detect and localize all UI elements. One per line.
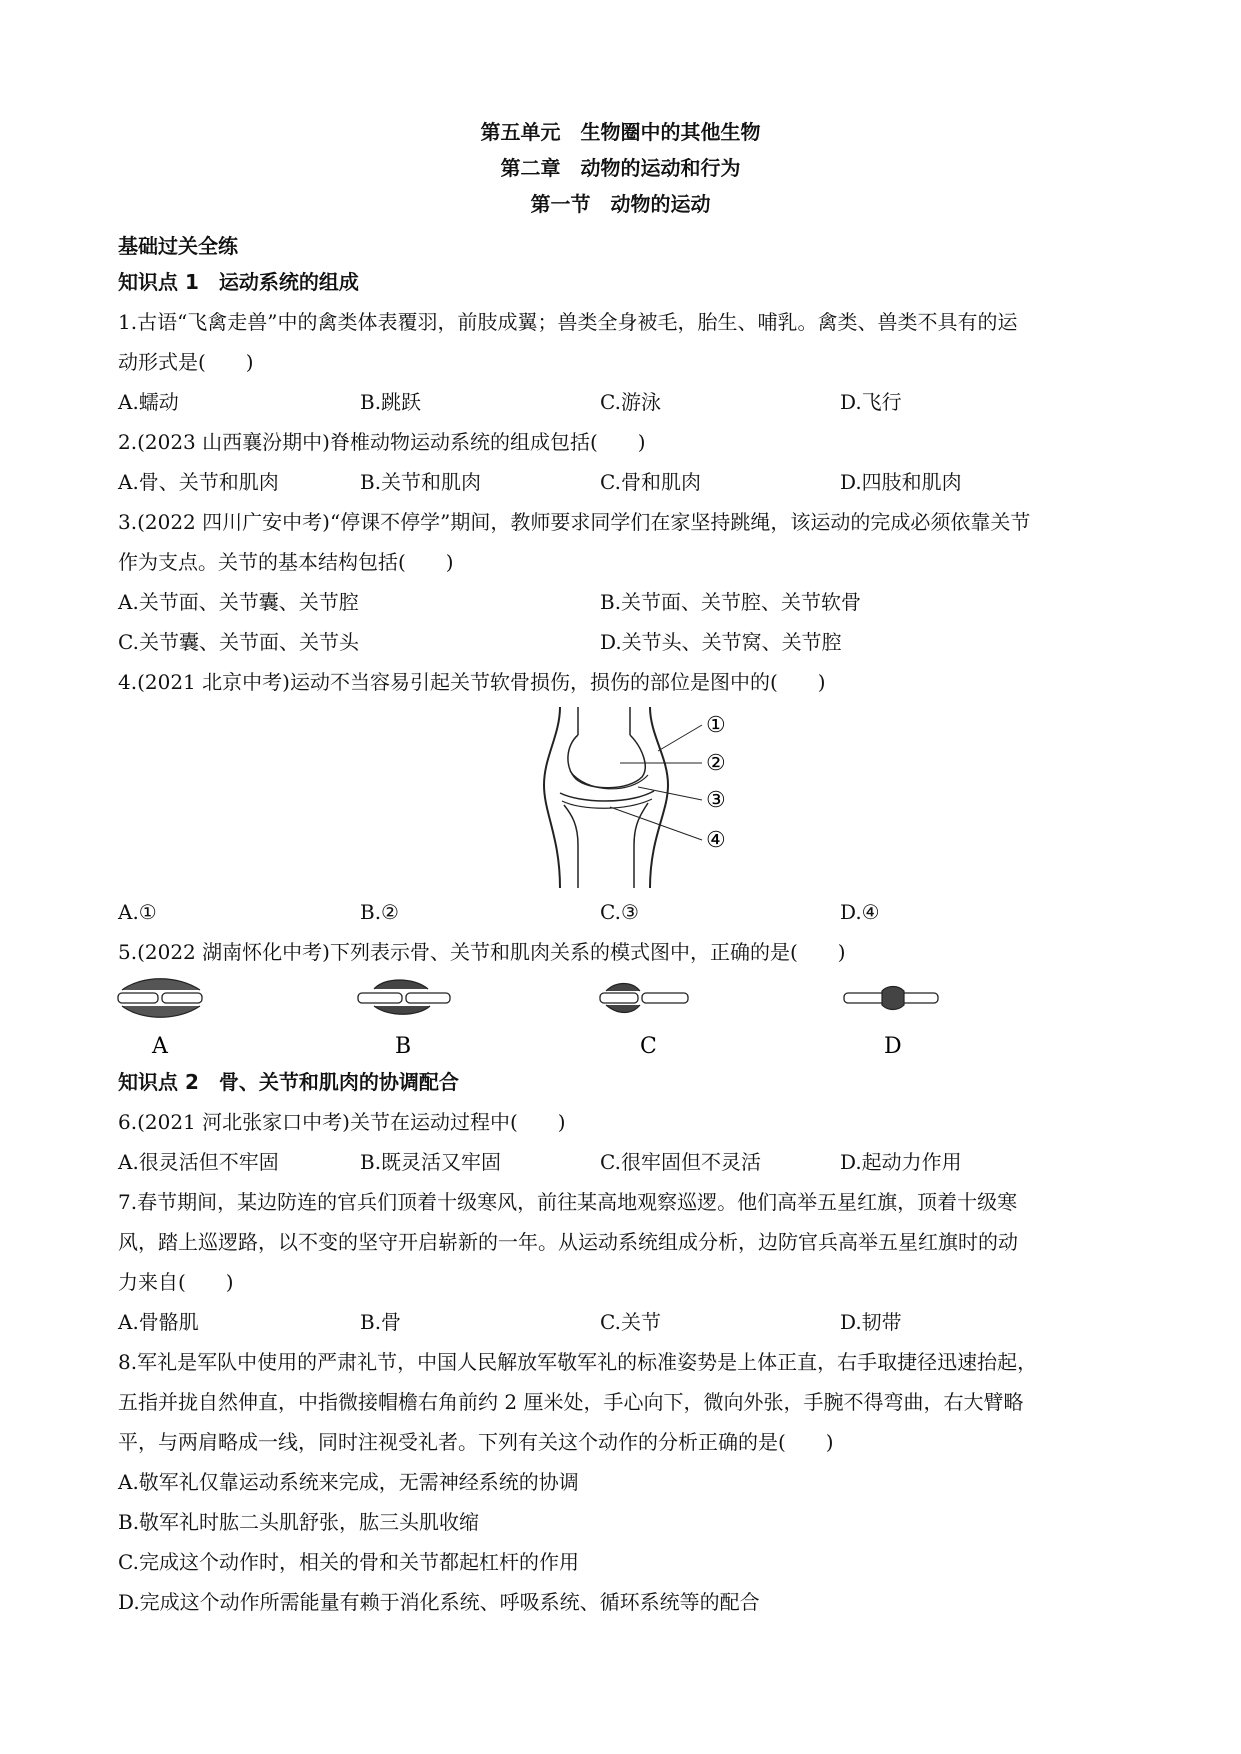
q8-option-b[interactable]: B.敬军礼时肱二头肌舒张，肱三头肌收缩 bbox=[118, 1510, 480, 1534]
q8-option-a[interactable]: A.敬军礼仅靠运动系统来完成，无需神经系统的协调 bbox=[118, 1470, 579, 1494]
q6-option-b[interactable]: B.既灵活又牢固 bbox=[360, 1150, 502, 1174]
figure-label-3: ③ bbox=[706, 788, 726, 813]
q2-option-a[interactable]: A.骨、关节和肌肉 bbox=[118, 470, 279, 494]
knowledge-point-1: 知识点 1 运动系统的组成 bbox=[118, 270, 359, 294]
q7-option-a[interactable]: A.骨骼肌 bbox=[118, 1310, 199, 1334]
q6-option-c[interactable]: C.很牢固但不灵活 bbox=[600, 1150, 761, 1174]
muscle-model-figures bbox=[112, 975, 952, 1055]
chapter-title: 第二章 动物的运动和行为 bbox=[500, 156, 741, 180]
figure-label-2: ② bbox=[706, 751, 726, 776]
model-b bbox=[358, 980, 450, 1055]
q8-stem-line1: 8.军礼是军队中使用的严肃礼节，中国人民解放军敬军礼的标准姿势是上体正直，右手取捷径迅速抬起， bbox=[118, 1350, 1038, 1374]
q1-option-d[interactable]: D.飞行 bbox=[840, 390, 902, 414]
q4-option-d[interactable]: D.④ bbox=[840, 900, 880, 924]
section-heading: 基础过关全练 bbox=[118, 234, 238, 258]
q4-option-b[interactable]: B.② bbox=[360, 900, 399, 924]
model-label-d: D bbox=[884, 1034, 902, 1055]
q8-option-d[interactable]: D.完成这个动作所需能量有赖于消化系统、呼吸系统、循环系统等的配合 bbox=[118, 1590, 760, 1614]
q3-stem-line1: 3.(2022 四川广安中考)“停课不停学”期间，教师要求同学们在家坚持跳绳，该运动的完成必须依靠关节 bbox=[118, 510, 1031, 534]
figure-label-1: ① bbox=[706, 713, 726, 738]
q8-stem-line3: 平，与两肩略成一线，同时注视受礼者。下列有关这个动作的分析正确的是( ) bbox=[118, 1430, 834, 1454]
q1-stem-line1: 1.古语“飞禽走兽”中的禽类体表覆羽，前肢成翼；兽类全身被毛，胎生、哺乳。禽类、兽类不具有的运 bbox=[118, 310, 1018, 334]
q2-stem: 2.(2023 山西襄汾期中)脊椎动物运动系统的组成包括( ) bbox=[118, 430, 646, 454]
q2-option-d[interactable]: D.四肢和肌肉 bbox=[840, 470, 962, 494]
unit-title: 第五单元 生物圈中的其他生物 bbox=[480, 120, 761, 144]
q4-option-a[interactable]: A.① bbox=[118, 900, 157, 924]
q7-stem-line3: 力来自( ) bbox=[118, 1270, 234, 1294]
figure-label-4: ④ bbox=[706, 828, 726, 853]
q4-option-c[interactable]: C.③ bbox=[600, 900, 639, 924]
q5-stem: 5.(2022 湖南怀化中考)下列表示骨、关节和肌肉关系的模式图中，正确的是( ) bbox=[118, 940, 846, 964]
q2-option-c[interactable]: C.骨和肌肉 bbox=[600, 470, 701, 494]
q8-option-c[interactable]: C.完成这个动作时，相关的骨和关节都起杠杆的作用 bbox=[118, 1550, 579, 1574]
q7-option-b[interactable]: B.骨 bbox=[360, 1310, 402, 1334]
q1-option-c[interactable]: C.游泳 bbox=[600, 390, 661, 414]
q3-option-c[interactable]: C.关节囊、关节面、关节头 bbox=[118, 630, 359, 654]
knee-joint-figure bbox=[530, 705, 730, 890]
q1-option-a[interactable]: A.蠕动 bbox=[118, 390, 179, 414]
q6-stem: 6.(2021 河北张家口中考)关节在运动过程中( ) bbox=[118, 1110, 566, 1134]
q3-stem-line2: 作为支点。关节的基本结构包括( ) bbox=[118, 550, 454, 574]
section-title: 第一节 动物的运动 bbox=[530, 192, 711, 216]
q2-option-b[interactable]: B.关节和肌肉 bbox=[360, 470, 482, 494]
q3-option-b[interactable]: B.关节面、关节腔、关节软骨 bbox=[600, 590, 862, 614]
q6-option-d[interactable]: D.起动力作用 bbox=[840, 1150, 962, 1174]
model-label-a: A bbox=[152, 1034, 168, 1055]
model-label-b: B bbox=[395, 1034, 412, 1055]
knowledge-point-2: 知识点 2 骨、关节和肌肉的协调配合 bbox=[118, 1070, 459, 1094]
model-d bbox=[844, 987, 938, 1056]
q3-option-a[interactable]: A.关节面、关节囊、关节腔 bbox=[118, 590, 359, 614]
q1-option-b[interactable]: B.跳跃 bbox=[360, 390, 422, 414]
model-a bbox=[118, 979, 202, 1055]
model-c bbox=[600, 984, 688, 1056]
q6-option-a[interactable]: A.很灵活但不牢固 bbox=[118, 1150, 279, 1174]
q8-stem-line2: 五指并拢自然伸直，中指微接帽檐右角前约 2 厘米处，手心向下，微向外张，手腕不得弯曲，右大臂略 bbox=[118, 1390, 1024, 1414]
q3-option-d[interactable]: D.关节头、关节窝、关节腔 bbox=[600, 630, 842, 654]
q7-stem-line2: 风，踏上巡逻路，以不变的坚守开启崭新的一年。从运动系统组成分析，边防官兵高举五星红旗时的动 bbox=[118, 1230, 1018, 1254]
q4-stem: 4.(2021 北京中考)运动不当容易引起关节软骨损伤，损伤的部位是图中的( ) bbox=[118, 670, 826, 694]
q7-option-c[interactable]: C.关节 bbox=[600, 1310, 661, 1334]
q1-stem-line2: 动形式是( ) bbox=[118, 350, 254, 374]
q7-stem-line1: 7.春节期间，某边防连的官兵们顶着十级寒风，前往某高地观察巡逻。他们高举五星红旗，顶着十级寒 bbox=[118, 1190, 1018, 1214]
model-label-c: C bbox=[640, 1034, 657, 1055]
q7-option-d[interactable]: D.韧带 bbox=[840, 1310, 902, 1334]
